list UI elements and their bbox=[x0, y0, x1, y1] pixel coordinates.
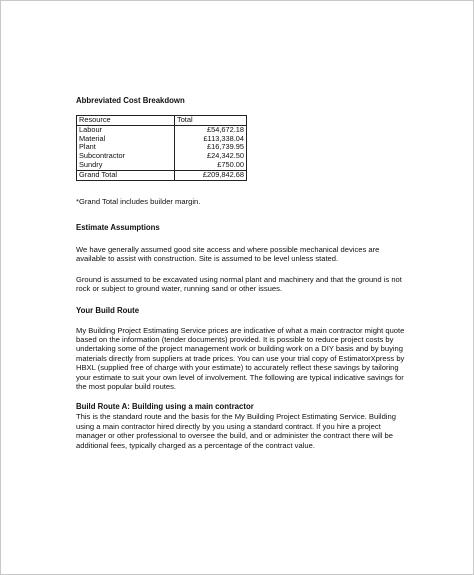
total-cell: £750.00 bbox=[175, 161, 247, 170]
column-header-resource: Resource bbox=[77, 116, 175, 126]
assumptions-paragraph-site: We have generally assumed good site access and where possible mechanical devices are available to assist with construction. Site is assumed to be level unless stated. bbox=[76, 244, 380, 264]
cost-breakdown-table bbox=[76, 115, 247, 181]
total-cell: £16,739.95 bbox=[175, 143, 247, 152]
resource-cell: Labour bbox=[77, 125, 175, 134]
resource-cell: Plant bbox=[77, 143, 175, 152]
cost-breakdown-heading: Abbreviated Cost Breakdown bbox=[76, 96, 185, 105]
total-cell: £113,338.04 bbox=[175, 135, 247, 144]
grand-total-value: £209,842.68 bbox=[175, 170, 247, 180]
grand-total-row bbox=[77, 170, 247, 180]
route-a-heading: Build Route A: Building using a main contractor bbox=[76, 402, 254, 412]
resource-cell: Material bbox=[77, 135, 175, 144]
assumptions-paragraph-ground: Ground is assumed to be excavated using normal plant and machinery and that the ground is not rock or subject to ground water, running sand or other issues. bbox=[76, 274, 402, 294]
resource-cell: Sundry bbox=[77, 161, 175, 170]
grand-total-note: *Grand Total includes builder margin. bbox=[76, 196, 201, 206]
document-page bbox=[76, 96, 406, 450]
build-route-paragraph: My Building Project Estimating Service prices are indicative of what a main contractor might quote based on the information (tender documents) provided. It is possible to reduce project costs by undertaking some of the project management work or building work on a DIY basis and by buying materials directly from suppliers at trade prices. You can use your trial copy of EstimatorXpress by HBXL (supplied free of charge with your estimate) to accurately reflect these savings by tailoring your estimate to suit your own level of involvement. The following are typical indicative savings for the most popular build routes. bbox=[76, 325, 405, 392]
build-route-heading: Your Build Route bbox=[76, 305, 140, 315]
table-header-row bbox=[77, 116, 247, 126]
grand-total-label: Grand Total bbox=[77, 170, 175, 180]
resource-cell: Subcontractor bbox=[77, 152, 175, 161]
estimate-assumptions-heading: Estimate Assumptions bbox=[76, 222, 160, 232]
route-a-paragraph: This is the standard route and the basis for the My Building Project Estimating Service. Building using a main contractor hired directly by you using a standard contract. If you hire a project manager or other professional to oversee the build, and or administer the contract there will be additional fees, typically charged as a percentage of the contract value. bbox=[76, 412, 396, 450]
total-cell: £54,672.18 bbox=[175, 125, 247, 134]
column-header-total: Total bbox=[175, 116, 247, 126]
table-row bbox=[77, 161, 247, 170]
total-cell: £24,342.50 bbox=[175, 152, 247, 161]
